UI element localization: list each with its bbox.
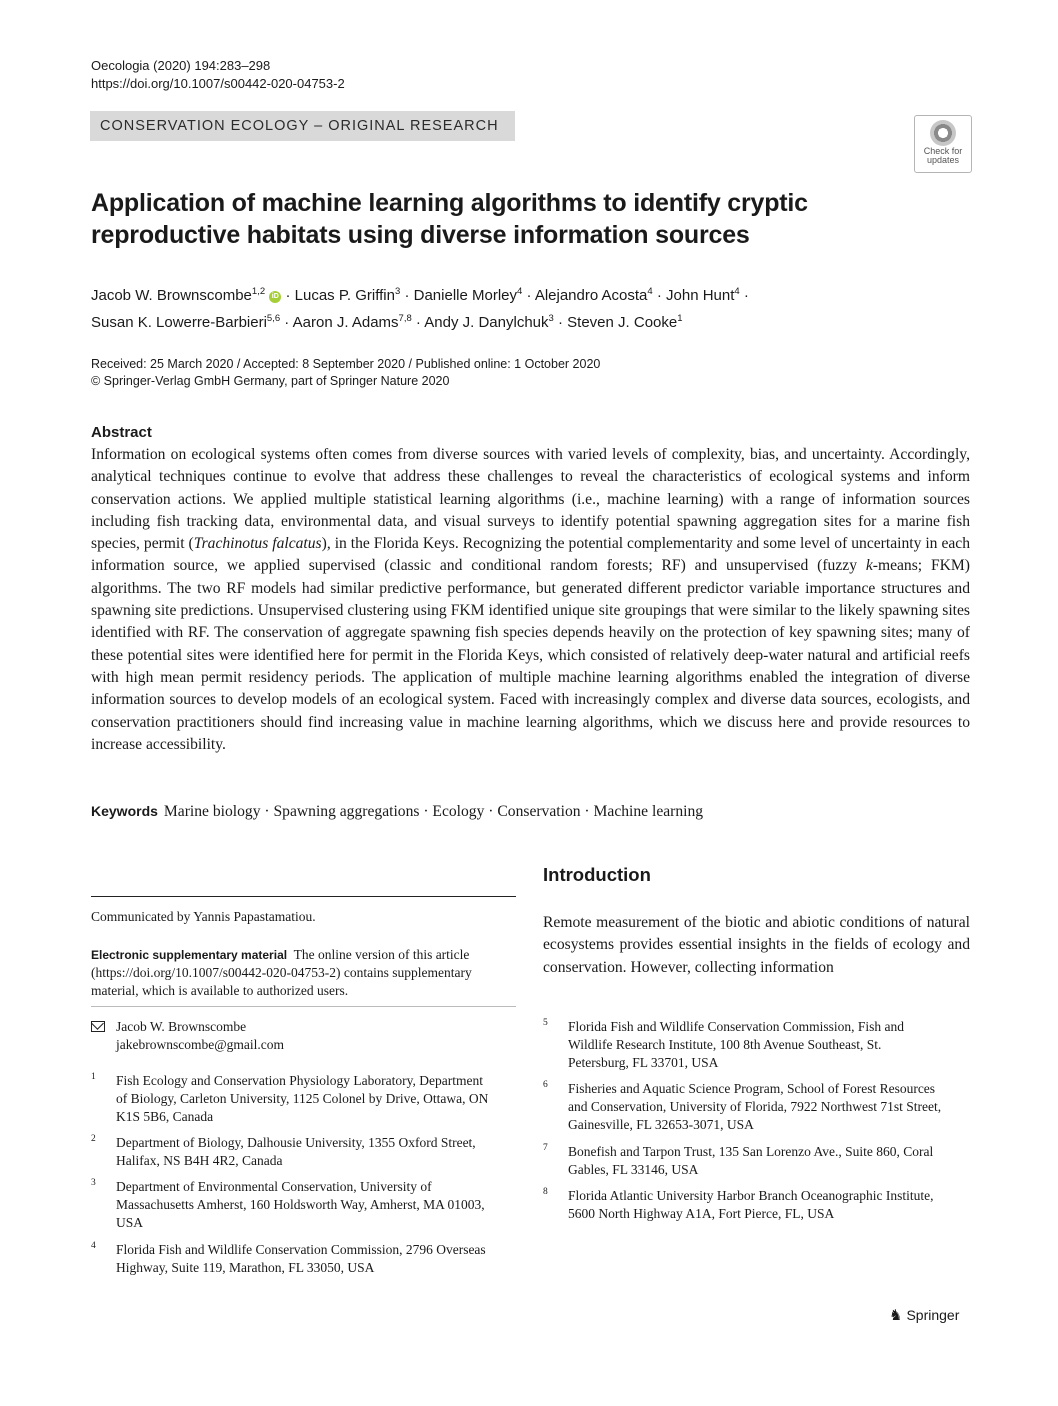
author[interactable]: Aaron J. Adams$^{7,8}$ xyxy=(292,313,412,331)
check-updates-line2: updates xyxy=(926,155,960,165)
doi-link[interactable]: https://doi.org/10.1007/s00442-020-04753-2 xyxy=(91,76,345,91)
journal-header xyxy=(91,57,345,93)
affiliation: 7 Bonefish and Tarpon Trust, 135 San Lorenzo Ave., Suite 860, Coral Gables, FL 33146, USA xyxy=(543,1143,934,1177)
introduction-heading: Introduction xyxy=(543,864,651,885)
author[interactable]: Jacob W. Brownscombe$^{1,2}$ xyxy=(91,286,266,304)
author[interactable]: Steven J. Cooke$^1$ xyxy=(567,313,683,331)
supplementary-material-note: Electronic supplementary material The online version of this article (https://doi.org/10.1007/s00442-020-04753-2) contains supplementary material, which is available to authorized users. xyxy=(91,947,472,998)
title-line-2: reproductive habitats using diverse information sources xyxy=(91,221,750,249)
horse-icon: ♞ xyxy=(889,1307,903,1324)
dates-line: Received: 25 March 2020 / Accepted: 8 September 2020 / Published online: 1 October 2020 xyxy=(91,357,601,371)
copyright-line: © Springer-Verlag GmbH Germany, part of Springer Nature 2020 xyxy=(91,374,450,388)
publisher-name: Springer xyxy=(906,1307,960,1323)
esm-doi-link[interactable]: https://doi.org/10.1007/s00442-020-04753-2 xyxy=(95,965,337,980)
footnote-divider-2 xyxy=(91,1006,516,1007)
envelope-icon xyxy=(91,1021,105,1032)
author[interactable]: Andy J. Danylchuk$^3$ xyxy=(424,313,554,331)
affiliation: 5 Florida Fish and Wildlife Conservation Commission, Fish and Wildlife Research Institute, 100 8th Avenue Southeast, St. Petersburg, FL 33701, USA xyxy=(543,1018,904,1070)
article-title xyxy=(91,187,921,251)
contact-name: Jacob W. Brownscombe xyxy=(116,1019,247,1034)
species-name: Trachinotus falcatus xyxy=(193,535,322,553)
publisher-logo xyxy=(889,1306,959,1324)
author[interactable]: Danielle Morley$^4$ xyxy=(413,286,523,304)
section-label: CONSERVATION ECOLOGY – ORIGINAL RESEARCH xyxy=(90,111,515,141)
author[interactable]: Alejandro Acosta$^4$ xyxy=(534,286,653,304)
title-line-1: Application of machine learning algorithms to identify cryptic xyxy=(91,189,808,217)
affiliation: 4 Florida Fish and Wildlife Conservation Commission, 2796 Overseas Highway, Suite 119, Marathon, FL 33050, USA xyxy=(91,1241,486,1275)
communicated-by: Communicated by Yannis Papastamatiou. xyxy=(91,909,316,924)
affiliation: 8 Florida Atlantic University Harbor Branch Oceanographic Institute, 5600 North Highway A1A, Fort Pierce, FL, USA xyxy=(543,1187,934,1221)
author-list: Jacob W. Brownscombe$^{1,2}$ iD · Lucas P. Griffin$^3$ · Danielle Morley$^4$ · Alejandro Acosta$^4$ · John Hunt$^4$ · Susan K. Lowerre-Barbieri$^{5,6}$ · Aaron J. Adams$^{7,8}$ · Andy J. Danylchuk$^3$ · Steven J. Cooke$^1$ xyxy=(91,286,749,331)
check-updates-line1: Check for xyxy=(923,146,963,156)
keywords-list: Marine biology · Spawning aggregations · Ecology · Conservation · Machine learning xyxy=(163,803,704,820)
affiliation: 2 Department of Biology, Dalhousie University, 1355 Oxford Street, Halifax, NS B4H 4R2, Canada xyxy=(91,1134,476,1168)
journal-citation: Oecologia (2020) 194:283–298 xyxy=(91,58,271,73)
keywords xyxy=(91,800,970,823)
check-for-updates-badge[interactable] xyxy=(914,115,972,173)
corresponding-author xyxy=(91,1018,284,1054)
keywords-label: Keywords xyxy=(91,803,158,819)
crossmark-icon xyxy=(930,120,956,146)
author[interactable]: Susan K. Lowerre-Barbieri$^{5,6}$ xyxy=(91,313,281,331)
affiliation: 1 Fish Ecology and Conservation Physiology Laboratory, Department of Biology, Carleton University, 1125 Colonel by Drive, Ottawa, ON K1S 5B6, Canada xyxy=(91,1072,489,1124)
introduction-text: Remote measurement of the biotic and abiotic conditions of natural ecosystems provides essential insights in the fields of ecology and conservation. However, collecting information xyxy=(543,914,970,976)
orcid-icon[interactable]: iD xyxy=(269,291,281,303)
abstract-text: Information on ecological systems often comes from diverse sources with varied levels of complexity, bias, and uncertainty. Accordingly, analytical techniques continue to evolve that address these challenges to reveal the characteristics of ecological systems and inform conservation actions. We applied multiple statistical learning algorithms (i.e., machine learning) with a range of information sources including fish tracking data, environmental data, and visual surveys to identify potential spawning aggregation sites for a marine fish species, permit (Trachinotus falcatus), in the Florida Keys. Recognizing the potential complementarity and some level of uncertainty in each information source, we applied supervised (classic and conditional random forests; RF) and unsupervised (fuzzy k-means; FKM) algorithms. The two RF models had similar predictive performance, but generated different predictor variable importance structures and spawning site predictions. Unsupervised clustering using FKM identified unique site groupings that were similar to the likely spawning sites identified with RF. The conservation of aggregate spawning fish species depends heavily on the protection of key spawning sites; many of these potential sites were identified here for permit in the Florida Keys, which consisted of relatively deep-water natural and artificial reefs with high mean permit residency periods. The application of multiple machine learning algorithms enabled the integration of diverse information sources to develop models of an ecological system. Faced with increasingly complex and diverse data sources, ecologists, and conservation practitioners should find increasing value in machine learning algorithms, which we discuss here and provide resources to increase accessibility. xyxy=(91,446,971,753)
abstract-heading: Abstract xyxy=(91,424,152,441)
publication-dates xyxy=(91,356,791,390)
author[interactable]: John Hunt$^4$ xyxy=(666,286,740,304)
affiliation: 3 Department of Environmental Conservation, University of Massachusetts Amherst, 160 Holdsworth Way, Amherst, MA 01003, USA xyxy=(91,1178,485,1230)
affiliation: 6 Fisheries and Aquatic Science Program, School of Forest Resources and Conservation, University of Florida, 7922 Northwest 71st Street, Gainesville, FL 32653-3071, USA xyxy=(543,1080,942,1132)
footnote-divider xyxy=(91,896,516,897)
contact-email[interactable]: jakebrownscombe@gmail.com xyxy=(116,1037,285,1052)
author[interactable]: Lucas P. Griffin$^3$ xyxy=(294,286,401,304)
